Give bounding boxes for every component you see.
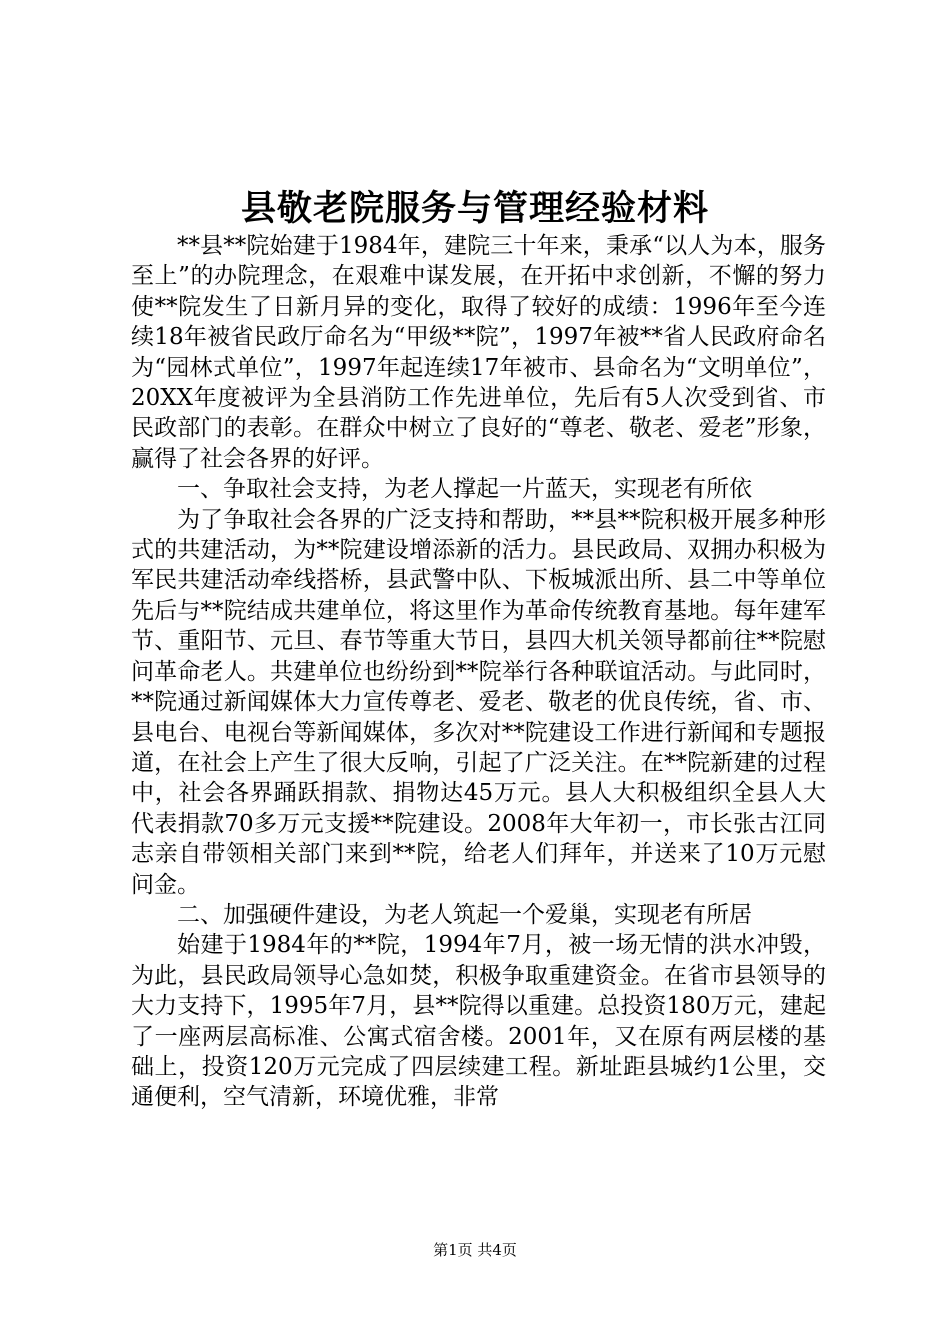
section-heading-1: 一、争取社会支持，为老人撑起一片蓝天，实现老有所依 xyxy=(177,476,752,503)
paragraph-intro: **县**院始建于1984年，建院三十年来，秉承“以人为本，服务至上”的办院理念，在艰难中谋发展，在开拓中求创新，不懈的努力使**院发生了日新月异的变化，取得了较好的成绩：1996年至今连续18年被省民政厅命名为“甲级**院”，1997年被**省人民政府命名为“园林式单位”，1997年起连续17年被市、县命名为“文明单位”，20XX年度被评为全县消防工作先进单位，先后有5人次受到省、市民政部门的表彰。在群众中树立了良好的“尊老、敬老、爱老”形象，赢得了社会各界的好评。 xyxy=(131,233,826,472)
document-body xyxy=(131,231,826,1113)
document-title: 县敬老院服务与管理经验材料 xyxy=(240,188,709,229)
page-footer: 第1页 共4页 xyxy=(433,1241,517,1259)
paragraph-section-2: 始建于1984年的**院，1994年7月，被一场无情的洪水冲毁，为此，县民政局领导心急如焚，积极争取重建资金。在省市县领导的大力支持下，1995年7月，县**院得以重建。总投资180万元，建起了一座两层高标准、公寓式宿舍楼。2001年，又在原有两层楼的基础上，投资120万元完成了四层续建工程。新址距县城约1公里，交通便利，空气清新，环境优雅，非常 xyxy=(131,932,826,1111)
paragraph-section-1: 为了争取社会各界的广泛支持和帮助，**县**院积极开展多种形式的共建活动，为**院建设增添新的活力。县民政局、双拥办积极为军民共建活动牵线搭桥，县武警中队、下板城派出所、县二中等单位先后与**院结成共建单位，将这里作为革命传统教育基地。每年建军节、重阳节、元旦、春节等重大节日，县四大机关领导都前往**院慰问革命老人。共建单位也纷纷到**院举行各种联谊活动。与此同时，**院通过新闻媒体大力宣传尊老、爱老、敬老的优良传统，省、市、县电台、电视台等新闻媒体，多次对**院建设工作进行新闻和专题报道，在社会上产生了很大反响，引起了广泛关注。在**院新建的过程中，社会各界踊跃捐款、捐物达45万元。县人大积极组织全县人大代表捐款70多万元支援**院建设。2008年大年初一，市长张古江同志亲自带领相关部门来到**院，给老人们拜年，并送来了10万元慰问金。 xyxy=(131,506,826,898)
section-heading-2: 二、加强硬件建设，为老人筑起一个爱巢，实现老有所居 xyxy=(177,901,752,928)
